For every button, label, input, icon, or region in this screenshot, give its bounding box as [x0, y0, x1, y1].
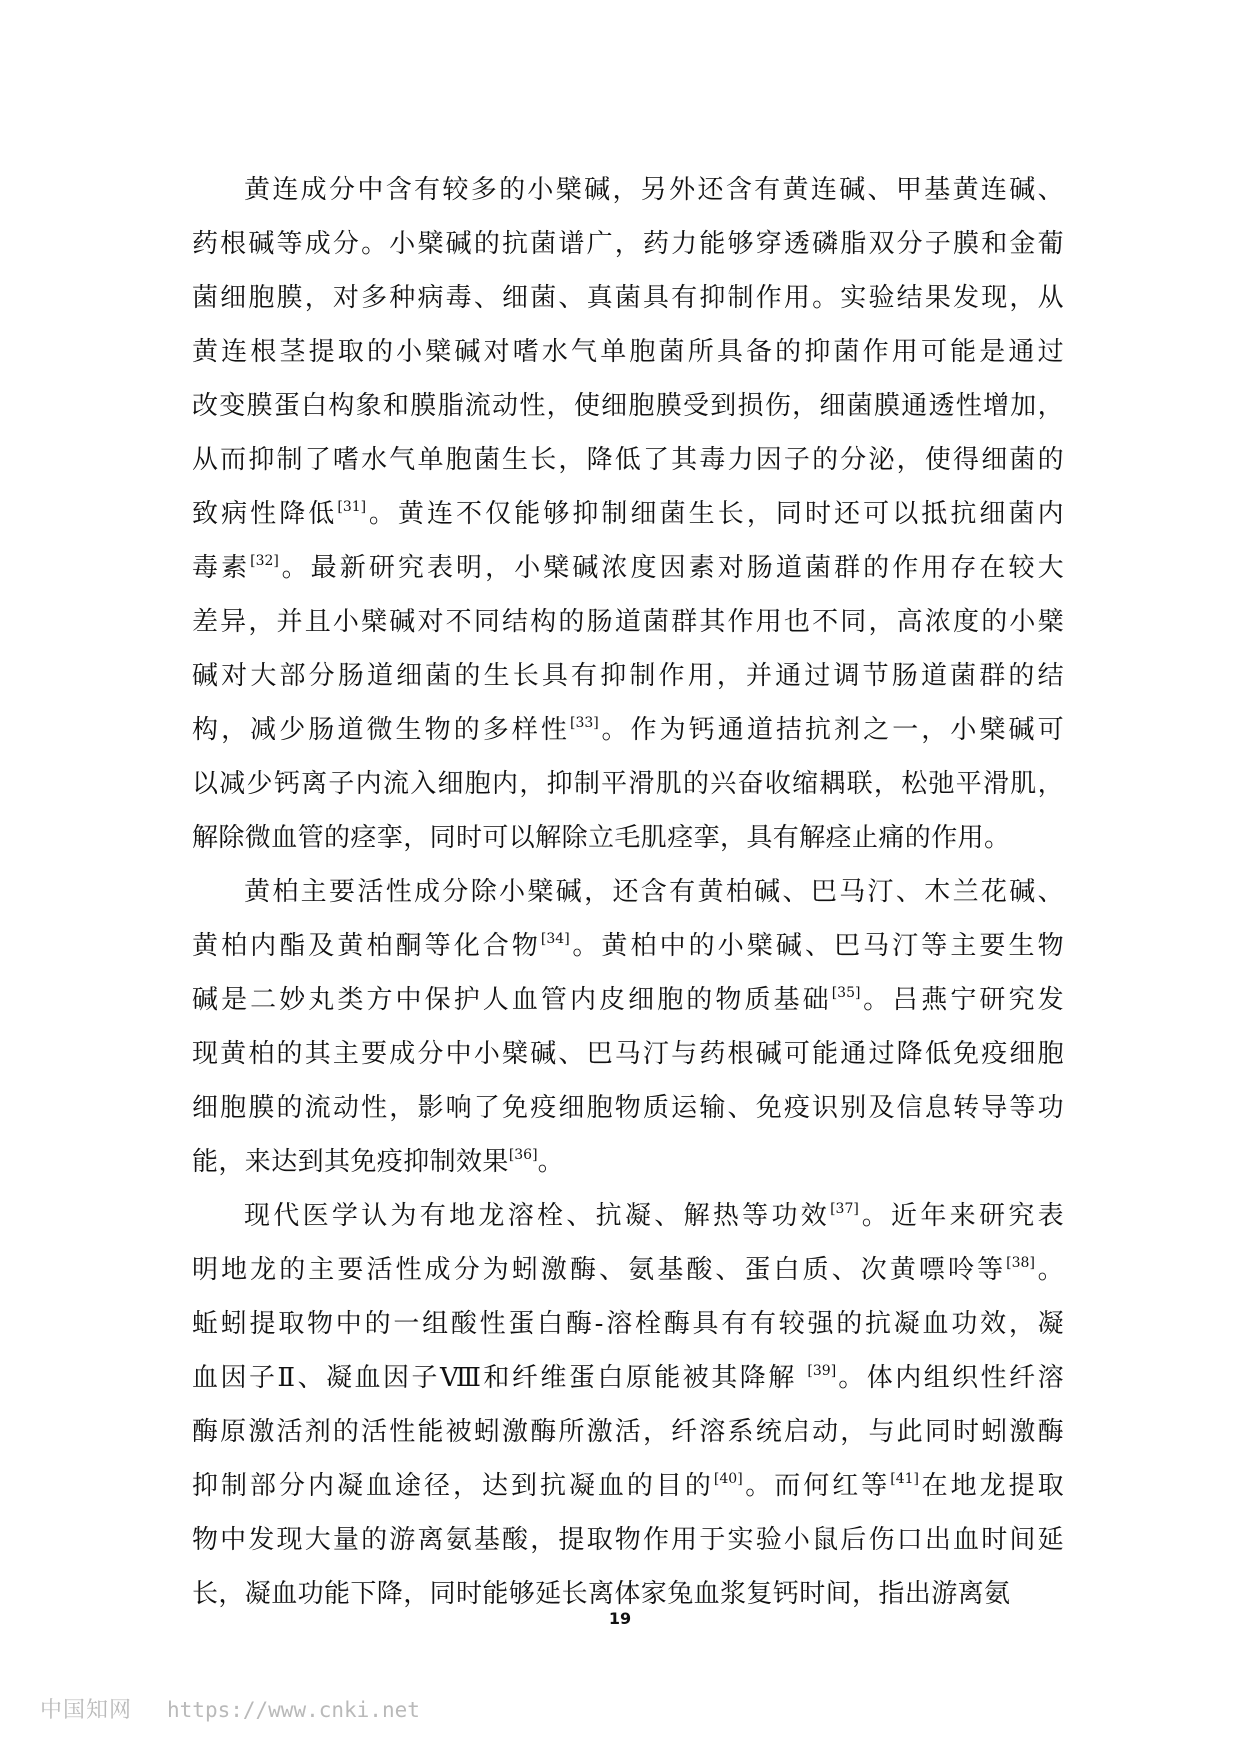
text-run: 。黄连不仅能够抑制细菌生长，同时还可以抵抗细菌内	[366, 499, 1064, 529]
text-run: 细胞膜的流动性，影响了免疫细胞物质运输、免疫识别及信息转导等功	[192, 1093, 1064, 1123]
text-run: 黄连成分中含有较多的小檗碱，另外还含有黄连碱、甲基黄连碱、	[244, 175, 1064, 205]
paragraph	[192, 163, 1064, 865]
text-run: 血因子Ⅱ、凝血因子Ⅷ和纤维蛋白原能被其降解	[192, 1363, 808, 1393]
text-run: 解除微血管的痉挛，同时可以解除立毛肌痉挛，具有解痉止痛的作用。	[192, 823, 1011, 853]
text-line	[192, 217, 1064, 271]
text-line	[192, 973, 1064, 1027]
text-run: 黄柏主要活性成分除小檗碱，还含有黄柏碱、巴马汀、木兰花碱、	[244, 877, 1064, 907]
text-run: 。近年来研究表	[858, 1201, 1064, 1231]
text-run: 致病性降低	[192, 499, 338, 529]
text-line	[192, 1459, 1064, 1513]
body-text	[192, 163, 1064, 1621]
text-run: 长，凝血功能下降，同时能够延长离体家兔血浆复钙时间，指出游离氨	[192, 1579, 1011, 1609]
text-run: 能，来达到其免疫抑制效果	[192, 1147, 509, 1177]
text-run: 药根碱等成分。小檗碱的抗菌谱广，药力能够穿透磷脂双分子膜和金葡	[192, 229, 1064, 259]
text-run: 。最新研究表明，小檗碱浓度因素对肠道菌群的作用存在较大	[278, 553, 1064, 583]
text-run: 抑制部分内凝血途径，达到抗凝血的目的	[192, 1471, 714, 1501]
text-run: 。而何红等	[742, 1471, 891, 1501]
text-line	[192, 703, 1064, 757]
text-line	[192, 757, 1064, 811]
text-run: 毒素	[192, 553, 251, 583]
text-line	[192, 271, 1064, 325]
citation-ref: [34]	[540, 931, 570, 947]
text-run: 现黄柏的其主要成分中小檗碱、巴马汀与药根碱可能通过降低免疫细胞	[192, 1039, 1064, 1069]
text-line	[192, 1081, 1064, 1135]
text-run: 。黄柏中的小檗碱、巴马汀等主要生物	[569, 931, 1064, 961]
citation-ref: [40]	[713, 1471, 743, 1487]
watermark-site-name: 中国知网	[40, 1698, 133, 1723]
citation-ref: [36]	[508, 1147, 538, 1163]
text-run: 。作为钙通道拮抗剂之一，小檗碱可	[598, 715, 1065, 745]
text-line	[192, 1189, 1064, 1243]
text-run: 蚯蚓提取物中的一组酸性蛋白酶-溶栓酶具有有较强的抗凝血功效，凝	[192, 1309, 1064, 1339]
text-line	[192, 1297, 1064, 1351]
text-run: 差异，并且小檗碱对不同结构的肠道菌群其作用也不同，高浓度的小檗	[192, 607, 1064, 637]
citation-ref: [41]	[890, 1471, 919, 1487]
text-line	[192, 919, 1064, 973]
text-run: 黄柏内酯及黄柏酮等化合物	[192, 931, 541, 961]
page-number: 19	[608, 1609, 632, 1628]
text-run: 现代医学认为有地龙溶栓、抗凝、解热等功效	[244, 1201, 831, 1231]
text-line	[192, 163, 1064, 217]
paragraph	[192, 1189, 1064, 1621]
text-run: 。吕燕宁研究发	[860, 985, 1064, 1015]
text-line	[192, 1243, 1064, 1297]
text-run: 从而抑制了嗜水气单胞菌生长，降低了其毒力因子的分泌，使得细菌的	[192, 445, 1064, 475]
watermark-url: https://www.cnki.net	[167, 1698, 420, 1722]
text-run: 以减少钙离子内流入细胞内，抑制平滑肌的兴奋收缩耦联，松弛平滑肌，	[192, 769, 1064, 799]
text-run: 黄连根茎提取的小檗碱对嗜水气单胞菌所具备的抑菌作用可能是通过	[192, 337, 1064, 367]
text-run: 碱是二妙丸类方中保护人血管内皮细胞的物质基础	[192, 985, 832, 1015]
text-line	[192, 433, 1064, 487]
text-run: 构，减少肠道微生物的多样性	[192, 715, 571, 745]
text-line	[192, 487, 1064, 541]
text-line	[192, 379, 1064, 433]
text-run: 。	[537, 1147, 564, 1177]
citation-ref: [32]	[250, 553, 279, 569]
text-line	[192, 1027, 1064, 1081]
text-line	[192, 811, 1064, 865]
text-line	[192, 595, 1064, 649]
text-run: 。体内组织性纤溶	[836, 1363, 1064, 1393]
text-run: 。	[1034, 1255, 1064, 1285]
text-run: 明地龙的主要活性成分为蚓激酶、氨基酸、蛋白质、次黄嘌呤等	[192, 1255, 1007, 1285]
text-line	[192, 865, 1064, 919]
text-run: 菌细胞膜，对多种病毒、细菌、真菌具有抑制作用。实验结果发现，从	[192, 283, 1064, 313]
text-line	[192, 541, 1064, 595]
text-run: 酶原激活剂的活性能被蚓激酶所激活，纤溶系统启动，与此同时蚓激酶	[192, 1417, 1064, 1447]
citation-ref: [35]	[831, 985, 861, 1001]
text-run: 在地龙提取	[919, 1471, 1064, 1501]
text-run: 碱对大部分肠道细菌的生长具有抑制作用，并通过调节肠道菌群的结	[192, 661, 1064, 691]
text-line	[192, 1351, 1064, 1405]
text-line	[192, 325, 1064, 379]
citation-ref: [39]	[807, 1363, 837, 1379]
cnki-watermark	[40, 1695, 420, 1725]
citation-ref: [33]	[570, 715, 599, 731]
text-run: 物中发现大量的游离氨基酸，提取物作用于实验小鼠后伤口出血时间延	[192, 1525, 1064, 1555]
paragraph	[192, 865, 1064, 1189]
text-line	[192, 1513, 1064, 1567]
text-run: 改变膜蛋白构象和膜脂流动性，使细胞膜受到损伤，细菌膜通透性增加，	[192, 391, 1064, 421]
citation-ref: [38]	[1006, 1255, 1035, 1271]
citation-ref: [31]	[337, 499, 367, 515]
text-line	[192, 649, 1064, 703]
text-line	[192, 1405, 1064, 1459]
citation-ref: [37]	[830, 1201, 859, 1217]
text-line	[192, 1135, 1064, 1189]
